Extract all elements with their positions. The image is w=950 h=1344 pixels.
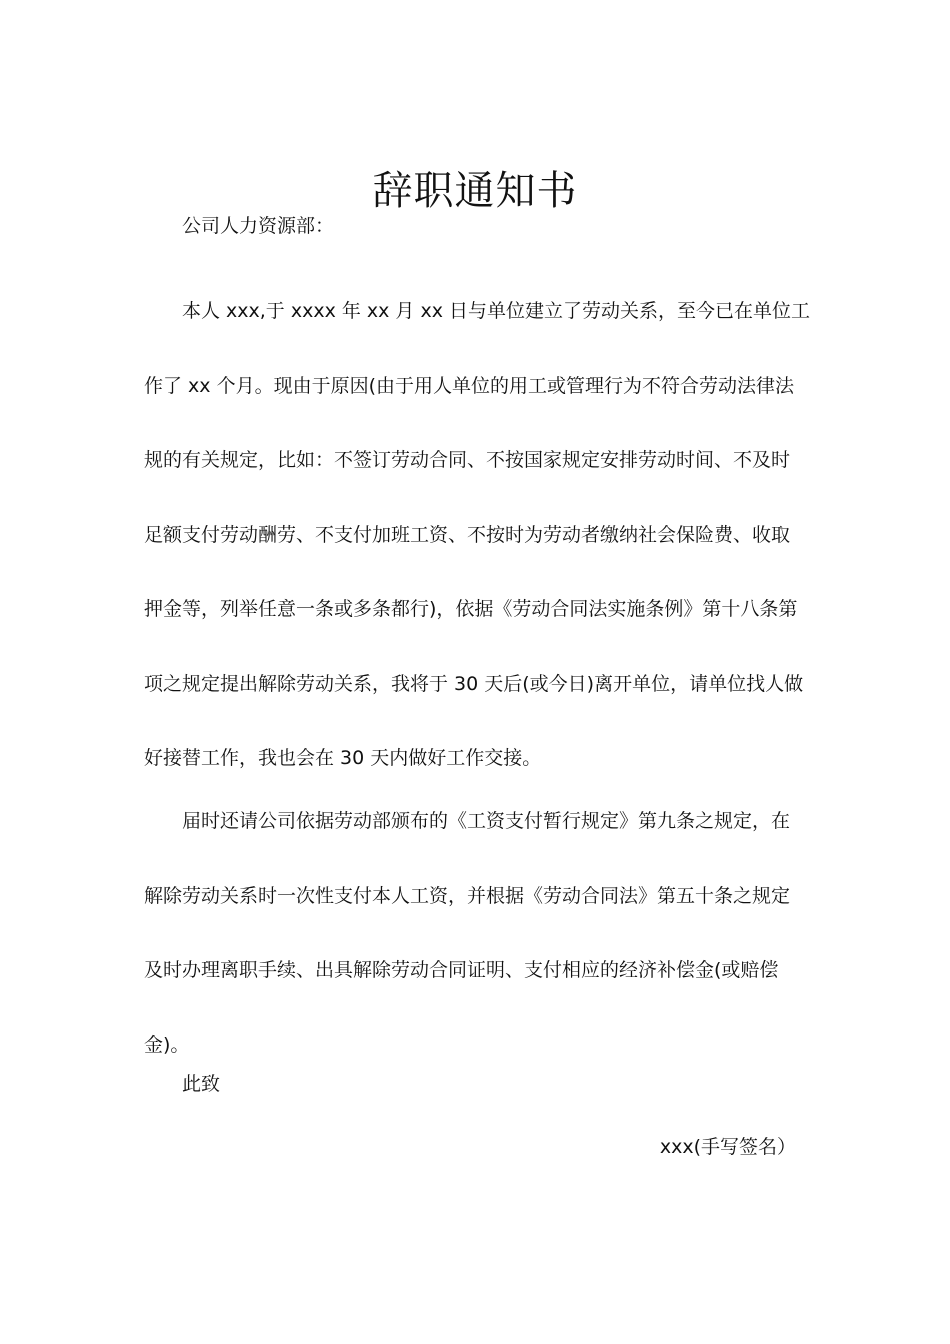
greeting-text: 公司人力资源部：	[182, 215, 335, 237]
paragraph-1-line: 作了 xx 个月。现由于原因(由于用人单位的用工或管理行为不符合劳动法律法	[144, 374, 794, 397]
signature: xxx(手写签名）	[659, 1136, 796, 1158]
paragraph-2-line: 解除劳动关系时一次性支付本人工资，并根据《劳动合同法》第五十条之规定	[144, 884, 791, 907]
closing-text: 此致	[182, 1073, 221, 1095]
paragraph-2-line: 及时办理离职手续、出具解除劳动合同证明、支付相应的经济补偿金(或赔偿	[144, 959, 779, 981]
paragraph-1	[144, 274, 811, 796]
paragraph-2	[144, 784, 806, 1082]
greeting	[144, 212, 806, 240]
paragraph-2-line: 金)。	[144, 1033, 190, 1056]
paragraph-1-line: 项之规定提出解除劳动关系，我将于 30 天后(或今日)离开单位，请单位找人做	[144, 672, 804, 695]
paragraph-1-line: 好接替工作，我也会在 30 天内做好工作交接。	[144, 747, 542, 769]
paragraph-1-line: 足额支付劳动酬劳、不支付加班工资、不按时为劳动者缴纳社会保险费、收取	[144, 523, 791, 546]
paragraph-1-line: 本人 xxx,于 xxxx 年 xx 月 xx 日与单位建立了劳动关系，至今已在单位工	[182, 300, 811, 322]
paragraph-1-line: 规的有关规定，比如：不签订劳动合同、不按国家规定安排劳动时间、不及时	[144, 449, 791, 471]
closing	[144, 1070, 806, 1098]
document-title: 辞职通知书	[372, 167, 578, 214]
paragraph-1-line: 押金等，列举任意一条或多条都行)，依据《劳动合同法实施条例》第十八条第	[144, 598, 798, 620]
paragraph-2-line: 届时还请公司依据劳动部颁布的《工资支付暂行规定》第九条之规定，在	[182, 810, 791, 832]
